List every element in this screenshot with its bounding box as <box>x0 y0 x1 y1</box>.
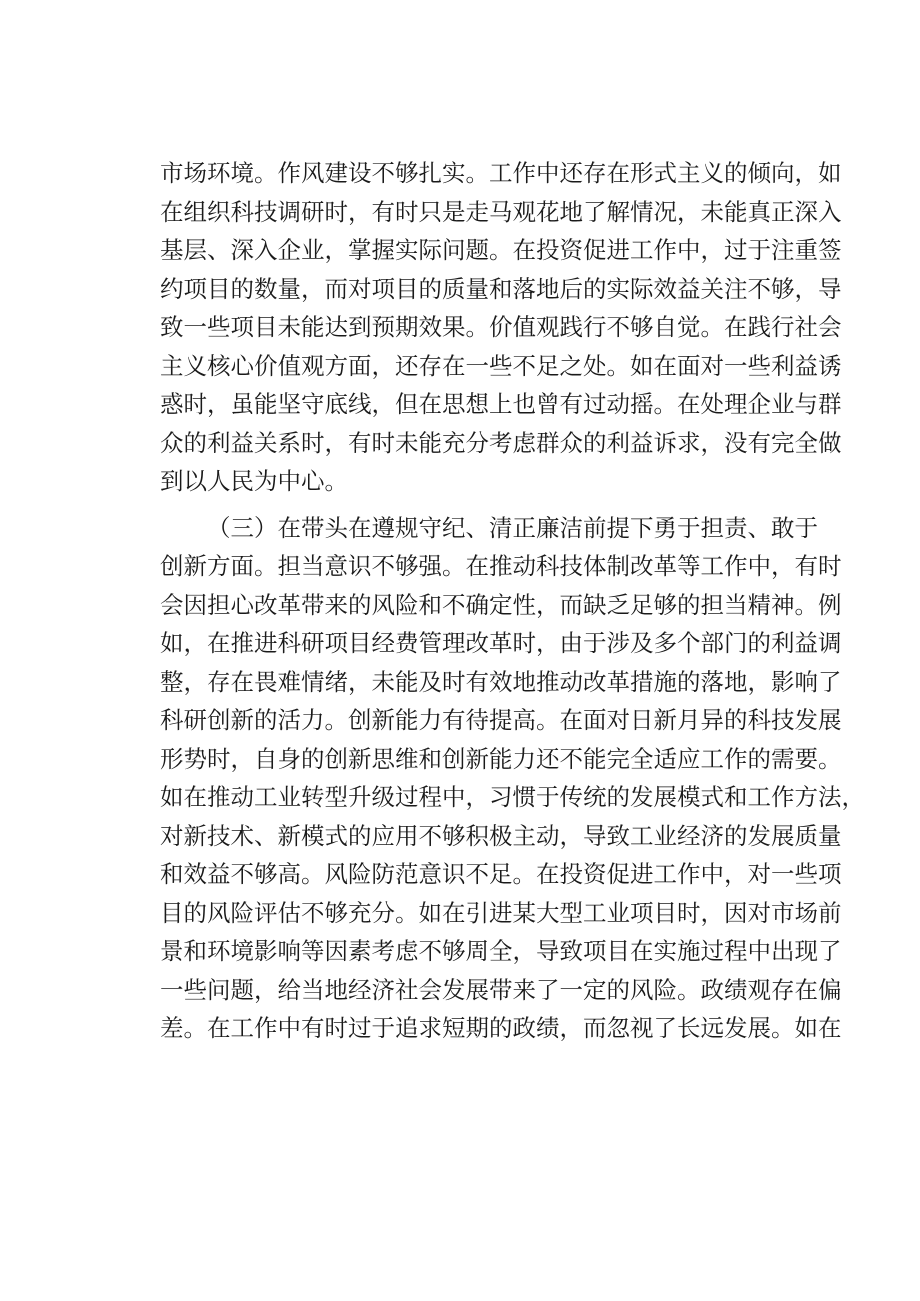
text-line: 众的利益关系时，有时未能充分考虑群众的利益诉求，没有完全做 <box>160 428 842 457</box>
text-line: 到以人民为中心。 <box>160 467 348 495</box>
text-line: 主义核心价值观方面，还存在一些不足之处。如在面对一些利益诱 <box>160 351 842 380</box>
text-line: 会因担心改革带来的风险和不确定性，而缺乏足够的担当精神。例 <box>160 590 842 619</box>
paragraph-1 <box>160 154 842 501</box>
text-line: 惑时，虽能坚守底线，但在思想上也曾有过动摇。在处理企业与群 <box>160 390 842 418</box>
text-line: 和效益不够高。风险防范意识不足。在投资促进工作中，对一些项 <box>160 860 842 888</box>
section-heading-line: （三）在带头在遵规守纪、清正廉洁前提下勇于担责、敢于 <box>207 513 818 542</box>
text-line: 市场环境。作风建设不够扎实。工作中还存在形式主义的倾向，如 <box>160 159 842 187</box>
text-line: 科研创新的活力。创新能力有待提高。在面对日新月异的科技发展 <box>160 706 842 734</box>
text-line: 如在推动工业转型升级过程中，习惯于传统的发展模式和工作方法， <box>160 783 865 811</box>
paragraph-2 <box>160 509 865 1048</box>
text-line: 一些问题，给当地经济社会发展带来了一定的风险。政绩观存在偏 <box>160 975 842 1004</box>
text-line: 形势时，自身的创新思维和创新能力还不能完全适应工作的需要。 <box>160 744 842 773</box>
text-line: 目的风险评估不够充分。如在引进某大型工业项目时，因对市场前 <box>160 898 842 927</box>
text-line: 致一些项目未能达到预期效果。价值观践行不够自觉。在践行社会 <box>160 313 842 341</box>
text-line: 创新方面。担当意识不够强。在推动科技体制改革等工作中，有时 <box>160 552 842 580</box>
text-line: 景和环境影响等因素考虑不够周全，导致项目在实施过程中出现了 <box>160 937 842 965</box>
text-line: 对新技术、新模式的应用不够积极主动，导致工业经济的发展质量 <box>160 821 842 850</box>
text-line: 在组织科技调研时，有时只是走马观花地了解情况，未能真正深入 <box>160 197 842 226</box>
text-line: 约项目的数量，而对项目的质量和落地后的实际效益关注不够，导 <box>160 274 842 303</box>
text-line: 差。在工作中有时过于追求短期的政绩，而忽视了长远发展。如在 <box>160 1014 842 1042</box>
text-line: 如，在推进科研项目经费管理改革时，由于涉及多个部门的利益调 <box>160 629 842 657</box>
paragraph-spacer <box>160 501 800 509</box>
text-line: 整，存在畏难情绪，未能及时有效地推动改革措施的落地，影响了 <box>160 667 842 696</box>
document-body <box>160 154 865 1048</box>
text-line: 基层、深入企业，掌握实际问题。在投资促进工作中，过于注重签 <box>160 236 842 264</box>
